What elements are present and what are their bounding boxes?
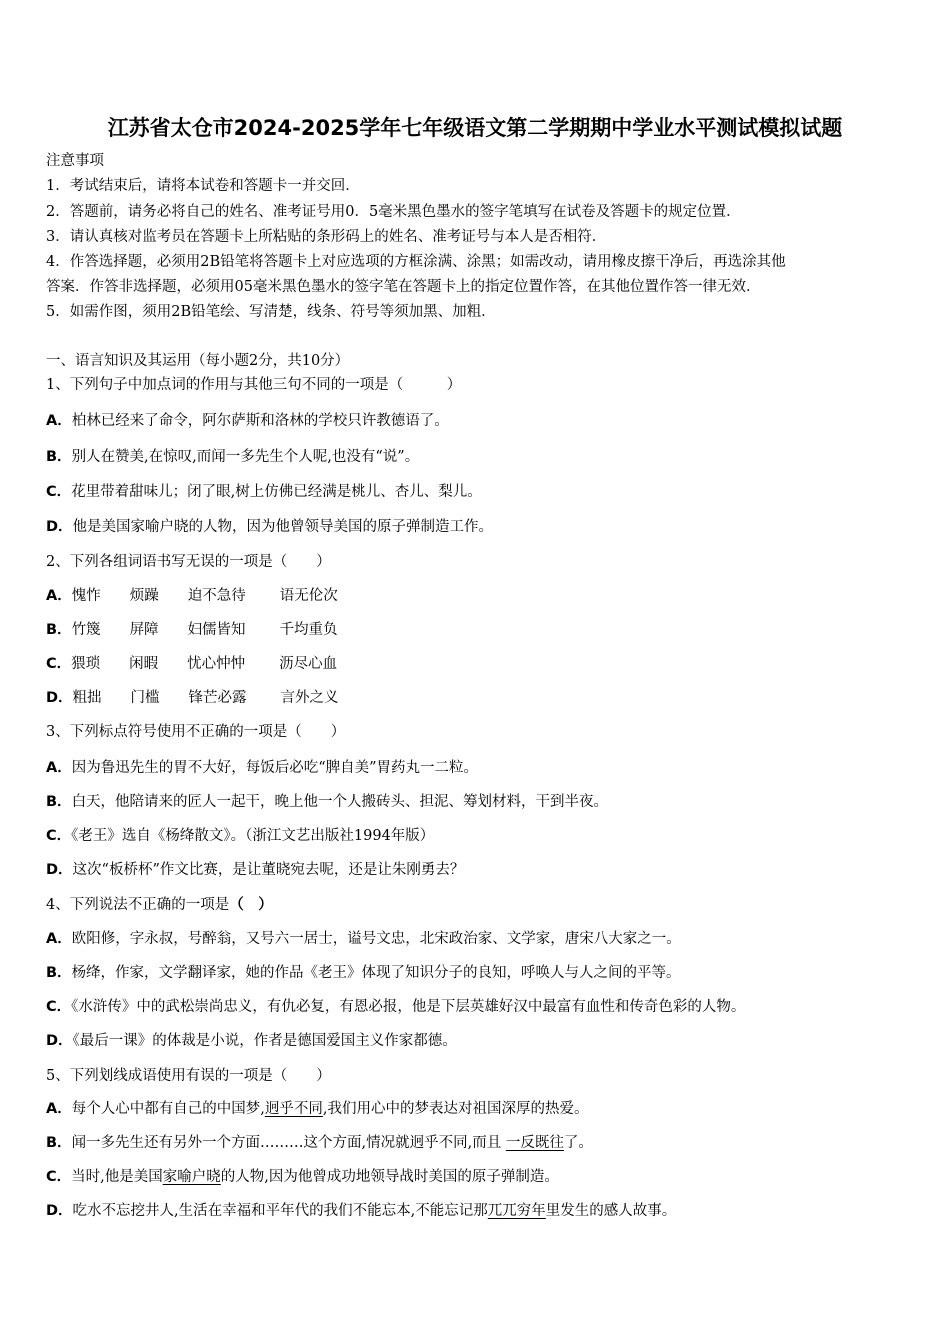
question-4-option-d — [46, 1031, 457, 1051]
word: 闲暇 — [129, 656, 159, 672]
option-letter: B． — [46, 794, 72, 810]
option-text: 花里带着甜味儿；闭了眼,树上仿佛已经满是桃儿、杏儿、梨儿。 — [71, 484, 482, 500]
question-3-option-b — [46, 792, 608, 812]
word: 门槛 — [130, 690, 160, 706]
question-3-stem: 3、下列标点符号使用不正确的一项是（ ） — [46, 724, 346, 740]
word: 屏障 — [129, 622, 159, 638]
underlined-idiom: 一反既往 — [505, 1135, 564, 1151]
question-5-option-d — [46, 1201, 676, 1221]
option-text: 的人物,因为他曾成功地领导战时美国的原子弹制造。 — [220, 1169, 559, 1185]
option-letter: A． — [46, 931, 72, 947]
word: 言外之义 — [280, 690, 339, 706]
option-text: 当时,他是美国 — [71, 1169, 163, 1185]
option-text: 《水浒传》中的武松崇尚忠义，有仇必复，有恩必报，他是下层英雄好汉中最富有血性和传奇色彩的人物。 — [71, 999, 746, 1015]
notice-item: 1．考试结束后，请将本试卷和答题卡一并交回． — [46, 178, 360, 194]
option-letter: D． — [46, 519, 73, 535]
underlined-idiom: 兀兀穷年 — [487, 1203, 546, 1219]
option-letter: A． — [46, 588, 72, 604]
notice-item: 3．请认真核对监考员在答题卡上所粘贴的条形码上的姓名、准考证号与本人是否相符． — [46, 229, 607, 245]
question-3-option-d — [46, 860, 464, 880]
question-4-option-a — [46, 929, 681, 949]
option-text: 里发生的感人故事。 — [545, 1203, 677, 1219]
notice-item: 答案．作答非选择题，必须用05毫米黑色墨水的签字笔在答题卡上的指定位置作答，在其他位置作答一律无效． — [46, 279, 761, 295]
option-letter: D． — [46, 690, 73, 706]
option-text: 他是美国家喻户晓的人物，因为他曾领导美国的原子弹制造工作。 — [72, 519, 494, 535]
option-text: 每个人心中都有自己的中国梦, — [71, 1101, 265, 1117]
question-5-option-c — [46, 1167, 559, 1187]
section-heading: 一、语言知识及其运用（每小题2分，共10分） — [46, 353, 350, 369]
question-2-option-b — [46, 620, 338, 640]
option-letter: D． — [46, 862, 73, 878]
option-text: 白天，他陪请来的匠人一起干，晚上他一个人搬砖头、担泥、筹划材料，干到半夜。 — [71, 794, 609, 810]
option-letter: A． — [46, 413, 72, 429]
option-text: 《最后一课》的体裁是小说，作者是德国爱国主义作家都德。 — [72, 1033, 457, 1049]
option-text: 因为鲁迅先生的胃不大好，每饭后必吃“脾自美”胃药丸一二粒。 — [71, 760, 479, 776]
notice-item: 4．作答选择题，必须用2B铅笔将答题卡上对应选项的方框涂满、涂黑；如需改动，请用橡皮擦干净后，再选涂其他 — [46, 254, 786, 270]
question-2-option-c — [46, 654, 337, 674]
option-text: 闻一多先生还有另外一个方面………这个方面,情况就迥乎不同,而且 — [71, 1135, 506, 1151]
question-5-option-b — [46, 1133, 593, 1153]
notice-item: 5．如需作图，须用2B铅笔绘、写清楚，线条、符号等须加黑、加粗． — [46, 304, 496, 320]
option-letter: D． — [46, 1033, 73, 1049]
option-text: 这次“板桥杯”作文比赛，是让董晓宛去呢，还是让朱刚勇去？ — [72, 862, 465, 878]
word: 语无伦次 — [279, 588, 338, 604]
option-text: ,我们用心中的梦表达对祖国深厚的热爱。 — [322, 1101, 589, 1117]
notice-item: 2．答题前，请务必将自己的姓名、准考证号用0．5毫米黑色墨水的签字笔填写在试卷及答题卡的规定位置． — [46, 204, 741, 220]
option-letter: B． — [46, 965, 72, 981]
option-letter: B． — [46, 1135, 72, 1151]
option-text: 杨绛，作家，文学翻译家，她的作品《老王》体现了知识分子的良知，呼唤人与人之间的平等。 — [71, 965, 681, 981]
option-letter: A． — [46, 760, 72, 776]
option-letter: C． — [46, 999, 72, 1015]
option-letter: A． — [46, 1101, 72, 1117]
word: 粗拙 — [72, 690, 102, 706]
answer-bracket: （ ） — [229, 896, 273, 913]
option-letter: C． — [46, 1169, 72, 1185]
option-letter: C． — [46, 484, 72, 500]
option-letter: B． — [46, 622, 72, 638]
word: 忧心忡忡 — [187, 656, 246, 672]
question-2-option-d — [46, 688, 339, 708]
question-1-option-b — [46, 447, 419, 467]
stem-text: 4、下列说法不正确的一项是 — [46, 897, 230, 913]
question-2-stem: 2、下列各组词语书写无误的一项是（ ） — [46, 554, 331, 570]
notice-heading: 注意事项 — [46, 153, 104, 169]
word: 竹篾 — [71, 622, 101, 638]
exam-title: 江苏省太仓市2024-2025学年七年级语文第二学期期中学业水平测试模拟试题 — [107, 116, 843, 140]
option-letter: C． — [46, 828, 72, 844]
question-1-option-a — [46, 411, 449, 431]
question-5-stem: 5、下列划线成语使用有误的一项是（ ） — [46, 1068, 331, 1084]
option-letter: B． — [46, 449, 72, 465]
question-4-stem — [46, 895, 273, 915]
option-letter: C． — [46, 656, 72, 672]
option-text: 《老王》选自《杨绛散文》。（浙江文艺出版社1994年版） — [71, 828, 435, 844]
option-letter: D． — [46, 1203, 73, 1219]
question-1-option-c — [46, 482, 482, 502]
word: 迫不急待 — [187, 588, 246, 604]
word: 锋芒必露 — [188, 690, 247, 706]
word: 猥琐 — [71, 656, 101, 672]
option-text: 柏林已经来了命令，阿尔萨斯和洛林的学校只许教德语了。 — [71, 413, 449, 429]
word: 烦躁 — [129, 588, 159, 604]
question-4-option-c — [46, 997, 745, 1017]
option-text: 欧阳修，字永叔，号醉翁，又号六一居士，谥号文忠，北宋政治家、文学家，唐宋八大家之一。 — [71, 931, 681, 947]
question-5-option-a — [46, 1099, 588, 1119]
option-text: 吃水不忘挖井人,生活在幸福和平年代的我们不能忘本,不能忘记那 — [72, 1203, 488, 1219]
word: 沥尽心血 — [279, 656, 338, 672]
question-3-option-a — [46, 758, 478, 778]
option-text: 别人在赞美,在惊叹,而闻一多先生个人呢,也没有“说”。 — [71, 449, 420, 465]
word: 妇儒皆知 — [187, 622, 246, 638]
underlined-idiom: 迥乎不同 — [264, 1101, 323, 1117]
question-2-option-a — [46, 586, 338, 606]
word: 千均重负 — [279, 622, 338, 638]
question-4-option-b — [46, 963, 681, 983]
underlined-idiom: 家喻户晓 — [162, 1169, 221, 1185]
option-text: 了。 — [563, 1135, 593, 1151]
question-1-option-d — [46, 517, 493, 537]
question-1-stem: 1、下列句子中加点词的作用与其他三句不同的一项是（ ） — [46, 377, 462, 393]
word: 愧怍 — [71, 588, 101, 604]
question-3-option-c — [46, 826, 434, 846]
